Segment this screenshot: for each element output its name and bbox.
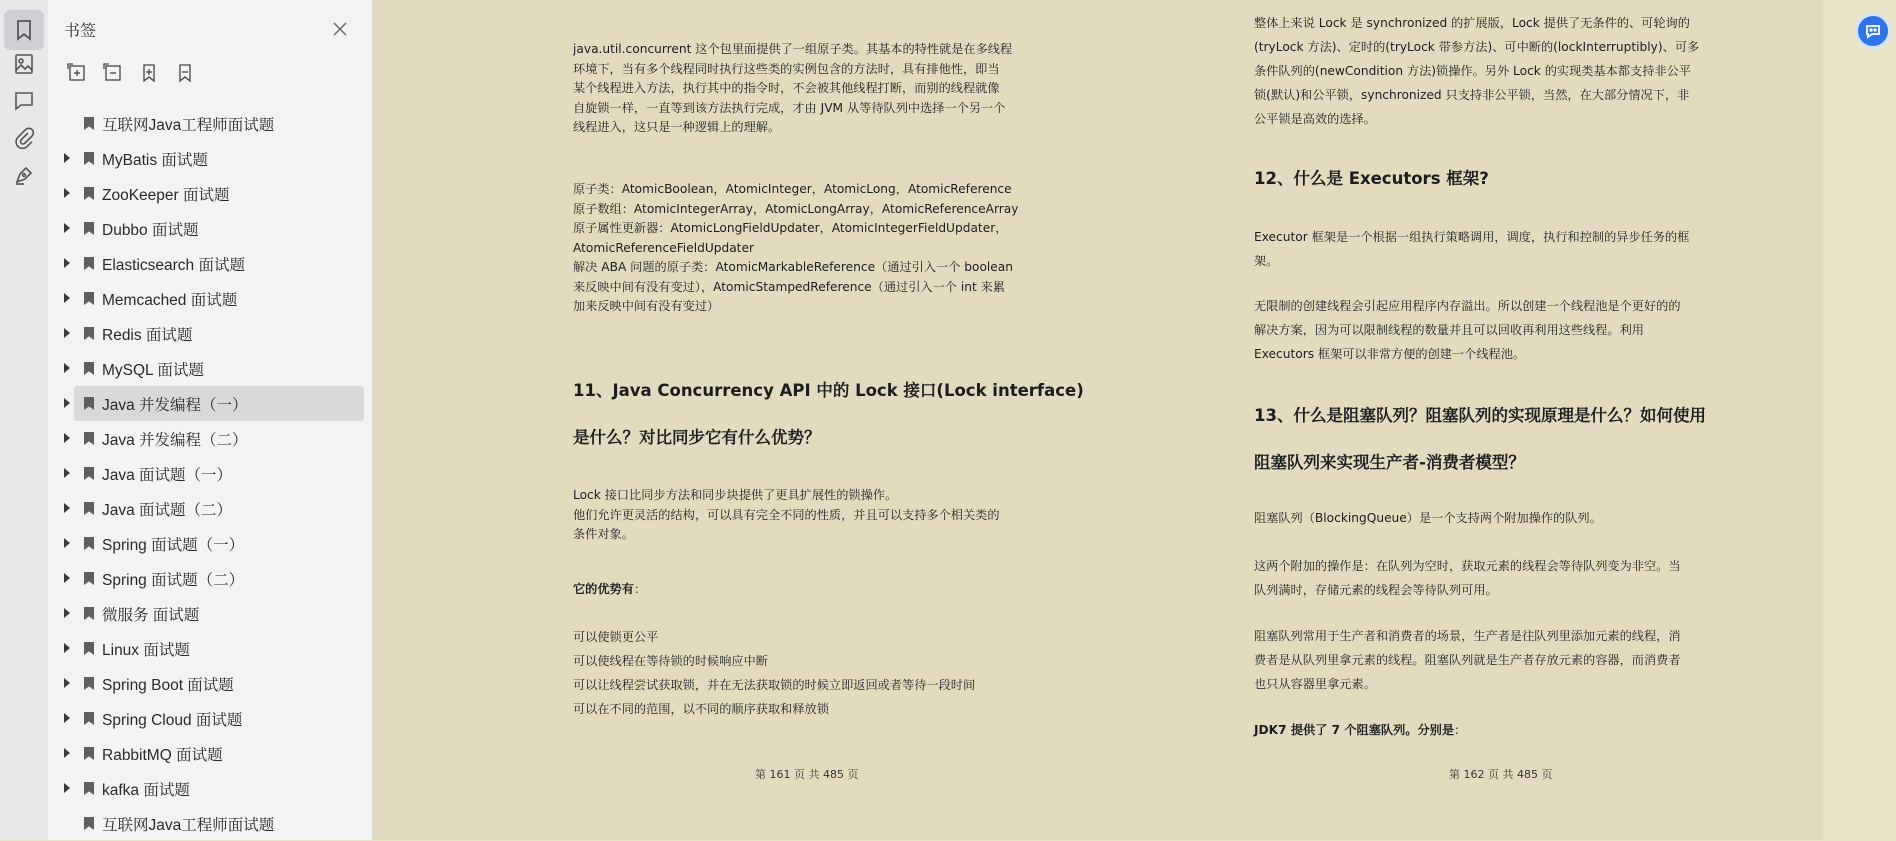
bookmark-list — [48, 106, 372, 841]
bookmark-label: 互联网Java工程师面试题 — [102, 816, 275, 834]
bookmark-item[interactable] — [74, 106, 372, 141]
bookmark-icon — [84, 747, 94, 760]
paragraph-line: AtomicReferenceFieldUpdater — [573, 240, 754, 255]
bookmark-item[interactable] — [74, 561, 372, 596]
paragraph-line: 原子类：AtomicBoolean，AtomicInteger，AtomicLong，AtomicReference — [573, 182, 1012, 196]
bookmark-item[interactable] — [74, 456, 372, 491]
page-number-left: 第 161 页 共 485 页 — [755, 768, 859, 781]
paragraph-line: 原子属性更新器：AtomicLongFieldUpdater，AtomicIntegerFieldUpdater， — [573, 221, 1008, 235]
paragraph-line: 这两个附加的操作是：在队列为空时，获取元素的线程会等待队列变为非空。当 — [1254, 559, 1681, 573]
bookmark-item[interactable] — [74, 491, 372, 526]
bookmark-label: Memcached 面试题 — [102, 291, 238, 309]
expand-caret-icon[interactable] — [64, 503, 70, 513]
bookmark-label: kafka 面试题 — [102, 781, 190, 799]
advantage-line — [573, 578, 646, 602]
bookmark-item[interactable] — [74, 316, 372, 351]
bookmark-label: Java 面试题（一） — [102, 466, 233, 484]
paragraph-line: 条件对象。 — [573, 527, 634, 541]
expand-caret-icon[interactable] — [64, 573, 70, 583]
bookmark-item[interactable] — [74, 281, 372, 316]
paragraph-line: 锁(默认)和公平锁，synchronized 只支持非公平锁，当然，在大部分情况下，非 — [1254, 88, 1690, 102]
bookmark-icon — [84, 712, 94, 725]
expand-caret-icon[interactable] — [64, 293, 70, 303]
bookmark-icon — [84, 677, 94, 690]
jdk7-label: JDK7 提供了 7 个阻塞队列。分别是 — [1254, 723, 1455, 737]
bookmark-icon — [84, 782, 94, 795]
expand-caret-icon[interactable] — [64, 643, 70, 653]
bookmark-icon — [84, 257, 94, 270]
jdk7-colon: ： — [1454, 723, 1467, 737]
advantage-colon: ： — [633, 582, 647, 596]
bookmark-outline-button[interactable] — [172, 60, 198, 86]
bookmark-icon — [84, 817, 94, 830]
paragraph-line: 无限制的创建线程会引起应用程序内存溢出。所以创建一个线程池是个更好的的 — [1254, 299, 1681, 313]
bookmark-label: Spring Boot 面试题 — [102, 676, 234, 694]
heading-13: 阻塞队列来实现生产者-消费者模型？ — [1254, 453, 1525, 472]
bookmark-label: MyBatis 面试题 — [102, 151, 208, 169]
bookmark-item[interactable] — [74, 806, 372, 841]
paragraph-line: 加来反映中间有没有变过） — [573, 299, 720, 313]
add-child-bookmark-icon — [139, 63, 159, 83]
paragraph-line: Lock 接口比同步方法和同步块提供了更具扩展性的锁操作。 — [573, 488, 898, 502]
remove-bookmark-icon — [103, 63, 123, 83]
paragraph-line: 阻塞队列常用于生产者和消费者的场景，生产者是往队列里添加元素的线程，消 — [1254, 629, 1681, 643]
bookmark-label: 互联网Java工程师面试题 — [102, 116, 275, 134]
page-number-right: 第 162 页 共 485 页 — [1449, 768, 1553, 781]
expand-caret-icon[interactable] — [64, 538, 70, 548]
paragraph-line: 公平锁是高效的选择。 — [1254, 112, 1376, 126]
paragraph-line: 队列满时，存储元素的线程会等待队列可用。 — [1254, 583, 1498, 597]
bookmark-label: MySQL 面试题 — [102, 361, 204, 379]
jdk7-line — [1254, 719, 1466, 743]
paragraph-line: java.util.concurrent 这个包里面提供了一组原子类。其基本的特性就是在多线程 — [573, 42, 1013, 56]
comment-icon — [12, 89, 36, 113]
paragraph-line: Executor 框架是一个根据一组执行策略调用，调度，执行和控制的异步任务的框 — [1254, 230, 1690, 244]
bookmark-item[interactable] — [74, 631, 372, 666]
bookmark-item[interactable] — [74, 666, 372, 701]
paragraph-line: 环境下，当有多个线程同时执行这些类的实例包含的方法时，具有排他性，即当 — [573, 61, 1000, 76]
expand-caret-icon[interactable] — [64, 713, 70, 723]
paragraph-line: 来反映中间有没有变过），AtomicStampedReference（通过引入一个 int 来累 — [573, 279, 1005, 294]
paragraph-line: 架。 — [1254, 254, 1279, 268]
paragraph-line: 原子数组：AtomicIntegerArray，AtomicLongArray，AtomicReferenceArray — [573, 201, 1019, 216]
bookmark-item[interactable] — [74, 421, 372, 456]
paragraph-line: Executors 框架可以非常方便的创建一个线程池。 — [1254, 347, 1526, 361]
bookmark-label: Spring 面试题（二） — [102, 571, 245, 589]
bookmark-label: 微服务 面试题 — [102, 606, 200, 624]
document-viewer[interactable] — [373, 0, 1896, 840]
bookmark-outline-icon — [175, 63, 195, 83]
expand-caret-icon[interactable] — [64, 398, 70, 408]
blocking-queue-intro: 阻塞队列（BlockingQueue）是一个支持两个附加操作的队列。 — [1254, 511, 1602, 525]
bookmark-label: Java 并发编程（一） — [102, 396, 248, 414]
close-panel-button[interactable] — [330, 19, 350, 39]
bookmark-label: ZooKeeper 面试题 — [102, 186, 230, 204]
bookmark-label: Linux 面试题 — [102, 641, 190, 659]
bookmark-item[interactable] — [74, 596, 372, 631]
expand-caret-icon[interactable] — [64, 748, 70, 758]
signature-icon — [12, 163, 36, 187]
bookmark-label: Redis 面试题 — [102, 326, 193, 344]
bookmark-icon — [12, 18, 36, 42]
paragraph-line: 也只从容器里拿元素。 — [1254, 677, 1376, 691]
bookmark-item[interactable] — [74, 211, 372, 246]
bookmark-icon — [84, 432, 94, 445]
attachment-icon — [12, 126, 36, 150]
add-bookmark-button[interactable] — [64, 60, 90, 86]
bookmark-icon — [84, 572, 94, 585]
bookmark-icon — [84, 327, 94, 340]
bookmark-item[interactable] — [74, 771, 372, 806]
bookmark-item[interactable] — [74, 386, 364, 421]
bookmark-toolbar — [64, 60, 198, 86]
bookmark-icon — [84, 537, 94, 550]
bookmark-label: RabbitMQ 面试题 — [102, 746, 223, 764]
paragraph-line: 可以让线程尝试获取锁，并在无法获取锁的时候立即返回或者等待一段时间 — [573, 678, 976, 692]
heading-13: 13、什么是阻塞队列？阻塞队列的实现原理是什么？如何使用 — [1254, 406, 1706, 425]
expand-caret-icon[interactable] — [64, 783, 70, 793]
paragraph-line: 费者是从队列里拿元素的线程。阻塞队列就是生产者存放元素的容器，而消费者 — [1254, 653, 1681, 667]
paragraph-line: 自旋锁一样，一直等到该方法执行完成，才由 JVM 从等待队列中选择一个另一个 — [573, 100, 1006, 115]
bookmark-icon — [84, 467, 94, 480]
bookmark-icon — [84, 642, 94, 655]
rail-thumbnails-button[interactable] — [4, 44, 44, 84]
bookmark-item[interactable] — [74, 246, 372, 281]
heading-11: 是什么？对比同步它有什么优势？ — [573, 428, 821, 447]
close-icon — [333, 22, 347, 36]
add-child-bookmark-button[interactable] — [136, 60, 162, 86]
paragraph-line: (tryLock 方法)、定时的(tryLock 带参方法)、可中断的(lockInterruptibly)、可多 — [1254, 40, 1700, 54]
bookmark-item[interactable] — [74, 736, 372, 771]
expand-caret-icon[interactable] — [64, 468, 70, 478]
bookmark-icon — [84, 222, 94, 235]
expand-caret-icon[interactable] — [64, 328, 70, 338]
rail-signature-button[interactable] — [4, 155, 44, 195]
heading-12: 12、什么是 Executors 框架? — [1254, 169, 1489, 188]
paragraph-line: 整体上来说 Lock 是 synchronized 的扩展版，Lock 提供了无条件的、可轮询的 — [1254, 16, 1690, 30]
paragraph-line: 可以使线程在等待锁的时候响应中断 — [573, 654, 768, 668]
page-162 — [1143, 0, 1823, 840]
expand-caret-icon[interactable] — [64, 433, 70, 443]
bookmark-label: Java 并发编程（二） — [102, 431, 248, 449]
bookmark-icon — [84, 362, 94, 375]
paragraph-line: 解决方案，因为可以限制线程的数量并且可以回收再利用这些线程。利用 — [1254, 323, 1644, 337]
heading-11: 11、Java Concurrency API 中的 Lock 接口(Lock interface) — [573, 381, 1084, 400]
bookmark-label: Java 面试题（二） — [102, 501, 233, 519]
bookmark-icon — [84, 117, 94, 130]
rail-comments-button[interactable] — [4, 81, 44, 121]
advantage-label: 它的优势有 — [573, 582, 634, 596]
bookmark-icon — [84, 607, 94, 620]
bookmark-item[interactable] — [74, 526, 372, 561]
expand-caret-icon[interactable] — [64, 363, 70, 373]
paragraph-line: 可以使锁更公平 — [573, 630, 659, 644]
remove-bookmark-button[interactable] — [100, 60, 126, 86]
expand-caret-icon[interactable] — [64, 153, 70, 163]
paragraph-line: 某个线程进入方法，执行其中的指令时，不会被其他线程打断，而别的线程就像 — [573, 81, 1000, 95]
expand-caret-icon[interactable] — [64, 223, 70, 233]
bookmark-icon — [84, 397, 94, 410]
bookmarks-panel — [48, 0, 373, 840]
paragraph-line: 线程进入，这只是一种逻辑上的理解。 — [573, 120, 781, 134]
paragraph-line: 解决 ABA 问题的原子类：AtomicMarkableReference（通过引入一个 boolean — [573, 260, 1013, 274]
bookmark-label: Elasticsearch 面试题 — [102, 256, 245, 274]
tool-rail — [0, 0, 49, 840]
bookmark-label: Spring Cloud 面试题 — [102, 711, 243, 729]
assistant-icon — [1863, 21, 1883, 41]
bookmark-item[interactable] — [74, 701, 372, 736]
assistant-button[interactable] — [1855, 13, 1891, 49]
bookmark-item[interactable] — [74, 141, 372, 176]
bookmark-item[interactable] — [74, 176, 372, 211]
image-icon — [12, 52, 36, 76]
bookmark-icon — [84, 152, 94, 165]
expand-caret-icon[interactable] — [64, 188, 70, 198]
page-161 — [373, 0, 1143, 840]
paragraph-line: 条件队列的(newCondition 方法)锁操作。另外 Lock 的实现类基本都支持非公平 — [1254, 64, 1691, 78]
rail-attachments-button[interactable] — [4, 118, 44, 158]
bookmark-icon — [84, 502, 94, 515]
bookmark-label: Dubbo 面试题 — [102, 221, 199, 239]
expand-caret-icon[interactable] — [64, 258, 70, 268]
bookmark-item[interactable] — [74, 351, 372, 386]
panel-title: 书签 — [64, 21, 97, 40]
bookmark-label: Spring 面试题（一） — [102, 536, 245, 554]
expand-caret-icon[interactable] — [64, 608, 70, 618]
paragraph-line: 可以在不同的范围，以不同的顺序获取和释放锁 — [573, 702, 829, 716]
bookmark-icon — [84, 292, 94, 305]
expand-caret-icon[interactable] — [64, 678, 70, 688]
bookmark-icon — [84, 187, 94, 200]
paragraph-line: 他们允许更灵活的结构，可以具有完全不同的性质，并且可以支持多个相关类的 — [573, 507, 1000, 522]
add-bookmark-icon — [67, 63, 87, 83]
